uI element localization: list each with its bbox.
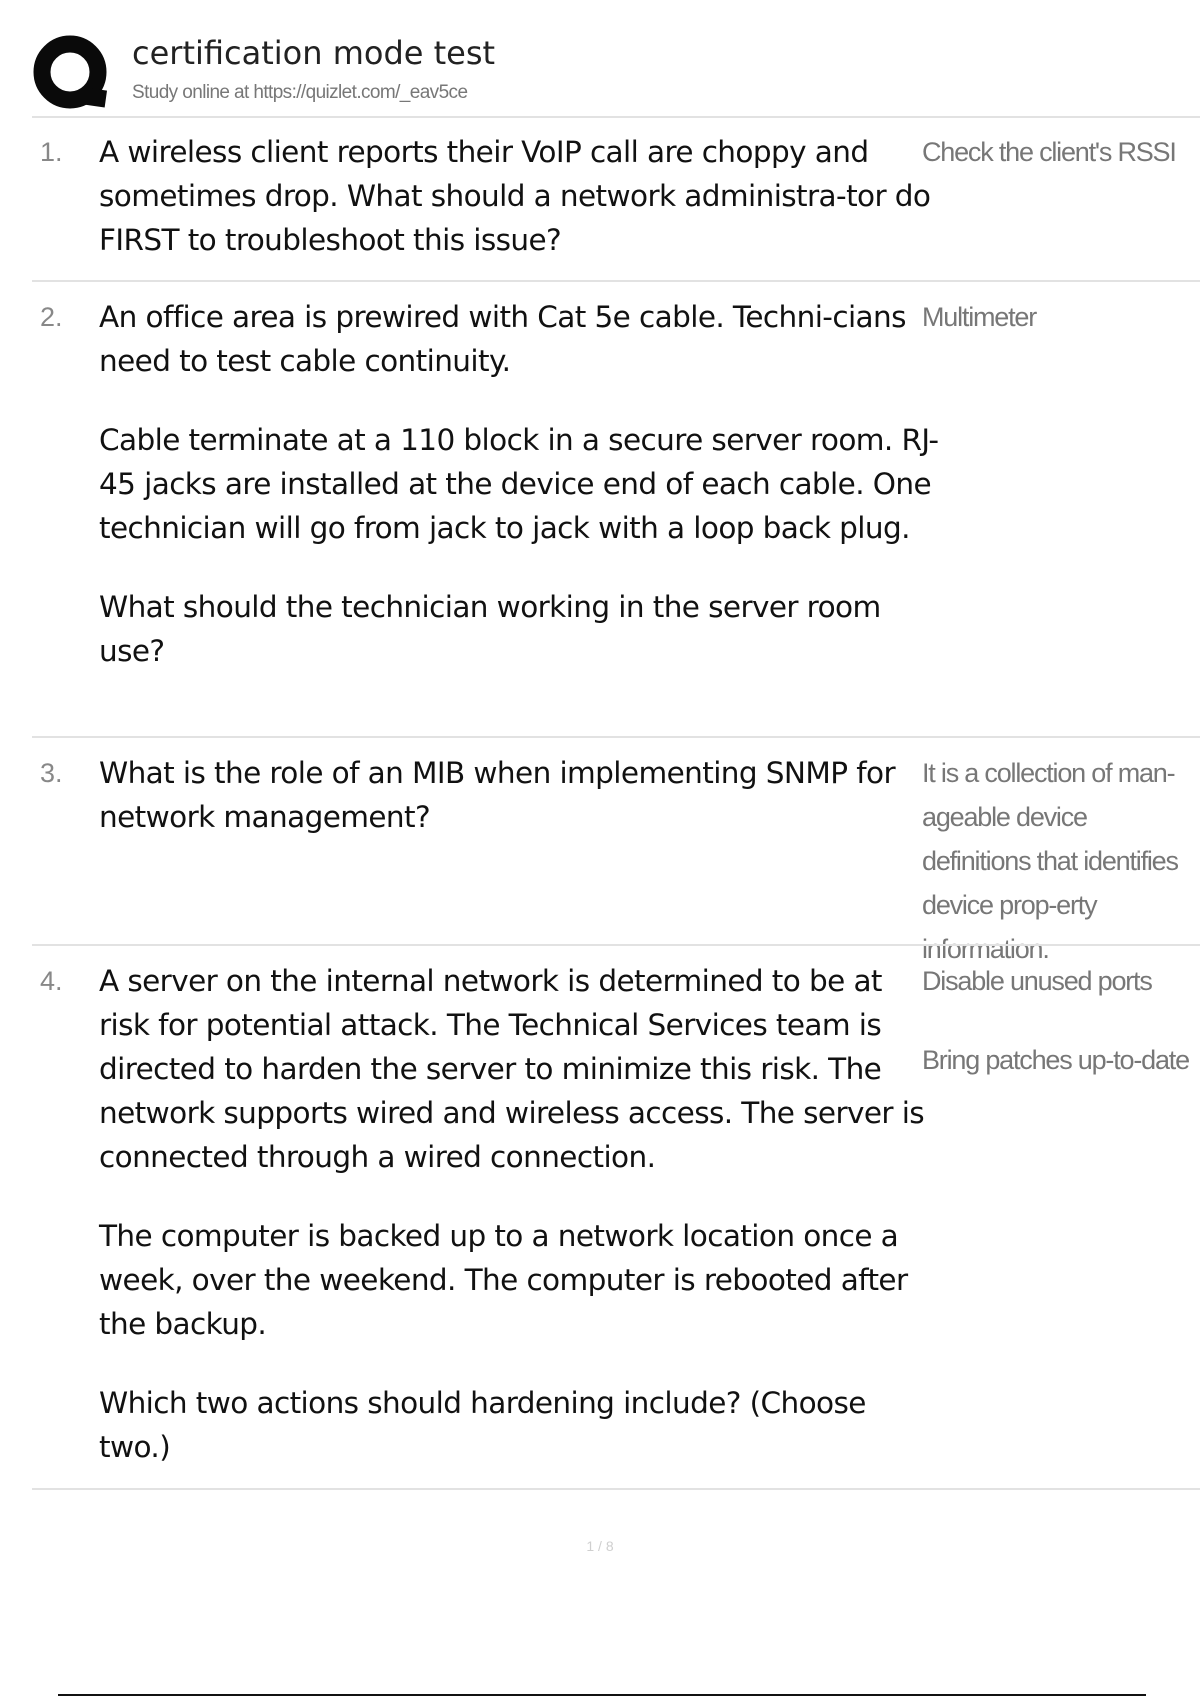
question-paragraph: What is the role of an MIB when implementing SNMP for network management? — [99, 756, 895, 834]
question-paragraph: A server on the internal network is determined to be at risk for potential attack. The Technical Services team is directed to harden the server to minimize this risk. The network supports wired and wireless access. The server is connected through a wired connection. — [99, 964, 925, 1174]
answer-column — [922, 130, 1200, 174]
question-item — [32, 295, 1200, 715]
question-text — [99, 751, 941, 839]
quizlet-logo-icon — [32, 34, 112, 114]
question-paragraph: Which two actions should hardening include? (Choose two.) — [99, 1386, 866, 1464]
question-text — [99, 130, 941, 262]
answer-column — [922, 751, 1200, 971]
question-paragraph: An office area is prewired with Cat 5e cable. Techni-cians need to test cable continuity. — [99, 300, 906, 378]
answer-text: Disable unused ports — [922, 966, 1152, 996]
question-divider — [32, 280, 1200, 282]
answer-text: Multimeter — [922, 302, 1037, 332]
question-paragraph: Cable terminate at a 110 block in a secure server room. RJ-45 jacks are installed at the device end of each cable. One technician will go from jack to jack with a loop back plug. — [99, 423, 939, 545]
bottom-rule — [58, 1694, 1146, 1696]
question-divider — [32, 736, 1200, 738]
document-title: certification mode test — [132, 34, 496, 72]
question-text — [99, 295, 941, 673]
question-divider — [32, 1488, 1200, 1490]
question-number: 1. — [40, 137, 63, 167]
page-header — [32, 30, 1200, 116]
question-paragraph: A wireless client reports their VoIP call are choppy and sometimes drop. What should a network administra-tor do FIRST to troubleshoot this issue? — [99, 135, 931, 257]
answer-text: Bring patches up-to-date — [922, 1045, 1189, 1075]
answer-text: Check the client's RSSI — [922, 137, 1176, 167]
question-number: 4. — [40, 966, 63, 996]
question-item — [32, 751, 1200, 964]
answer-column — [922, 959, 1200, 1082]
question-divider — [32, 944, 1200, 946]
question-number: 2. — [40, 302, 63, 332]
question-paragraph: What should the technician working in the server room use? — [99, 590, 881, 668]
question-paragraph: The computer is backed up to a network location once a week, over the weekend. The computer is rebooted after the backup. — [99, 1219, 908, 1341]
question-number: 3. — [40, 758, 63, 788]
study-online-link[interactable]: Study online at https://quizlet.com/_eav5ce — [132, 82, 468, 103]
question-item — [32, 959, 1200, 1479]
question-item — [32, 130, 1200, 270]
answer-column — [922, 295, 1200, 339]
answer-text: It is a collection of man-ageable device definitions that identifies device prop-erty information. — [922, 758, 1178, 964]
page-number: 1 / 8 — [586, 1538, 614, 1554]
header-divider — [32, 116, 1200, 118]
question-text — [99, 959, 941, 1469]
